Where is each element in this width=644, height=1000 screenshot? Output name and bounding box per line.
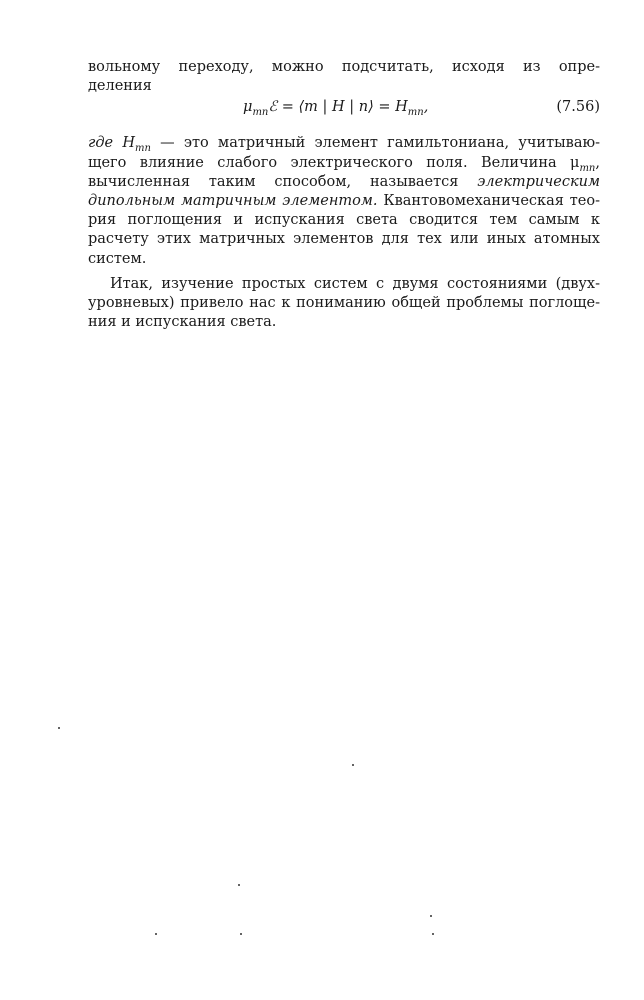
p2-line-7: систем. — [88, 250, 147, 267]
equation-number: (7.56) — [556, 99, 600, 116]
p2-l4-b: Квантовомеханическая тео- — [377, 192, 600, 209]
scan-speck — [352, 764, 354, 766]
p2-l3-italic: электрическим — [477, 173, 600, 190]
equation-formula — [243, 98, 428, 122]
p1-line-2: деления — [88, 78, 152, 95]
scan-speck — [430, 915, 432, 917]
formula-h-subscript: mn — [407, 107, 424, 119]
p3-line-3: ния и испускания света. — [88, 314, 277, 331]
p1-line-1: вольному переходу, можно подсчитать, исходя из опре- — [88, 59, 600, 75]
p2-l1-a: где H — [88, 135, 135, 152]
p2-line-5: рия поглощения и испускания света сводится тем самым к — [88, 212, 600, 229]
scan-speck — [58, 727, 60, 729]
p2-line-4 — [88, 192, 600, 211]
p2-line-1 — [88, 134, 600, 153]
p3-line-2: уровневых) привело нас к пониманию общей проблемы поглоще- — [88, 294, 600, 311]
formula-end: , — [423, 99, 429, 116]
p2-l2-sub: mn — [579, 162, 596, 174]
p2-l3-a: вычисленная таким способом, называется — [88, 173, 478, 190]
formula-middle: ℰ = ⟨m | H | n⟩ = H — [268, 99, 408, 116]
equation-7-56 — [88, 98, 600, 122]
formula-mu-subscript: mn — [252, 107, 269, 119]
p2-l4-italic: дипольным матричным элементом. — [88, 192, 378, 209]
p3-line-1: Итак, изучение простых систем с двумя состояниями (двух- — [110, 275, 600, 292]
scan-speck — [432, 933, 434, 935]
page-text — [88, 58, 600, 332]
p2-line-6: расчету этих матричных элементов для тех или иных атомных — [88, 231, 600, 248]
scan-speck — [240, 933, 242, 935]
formula-mu: μ — [243, 99, 253, 116]
p2-l1-sub: mn — [134, 143, 151, 155]
p2-line-2 — [88, 154, 600, 173]
p2-l2-a: щего влияние слабого электрического поля. Величина μ — [88, 154, 580, 171]
p2-l2-b: , — [595, 154, 600, 171]
p2-l1-b: — это матричный элемент гамильтониана, учитываю- — [150, 135, 600, 152]
scan-speck — [238, 884, 240, 886]
p2-line-3 — [88, 173, 600, 192]
scan-speck — [155, 933, 157, 935]
